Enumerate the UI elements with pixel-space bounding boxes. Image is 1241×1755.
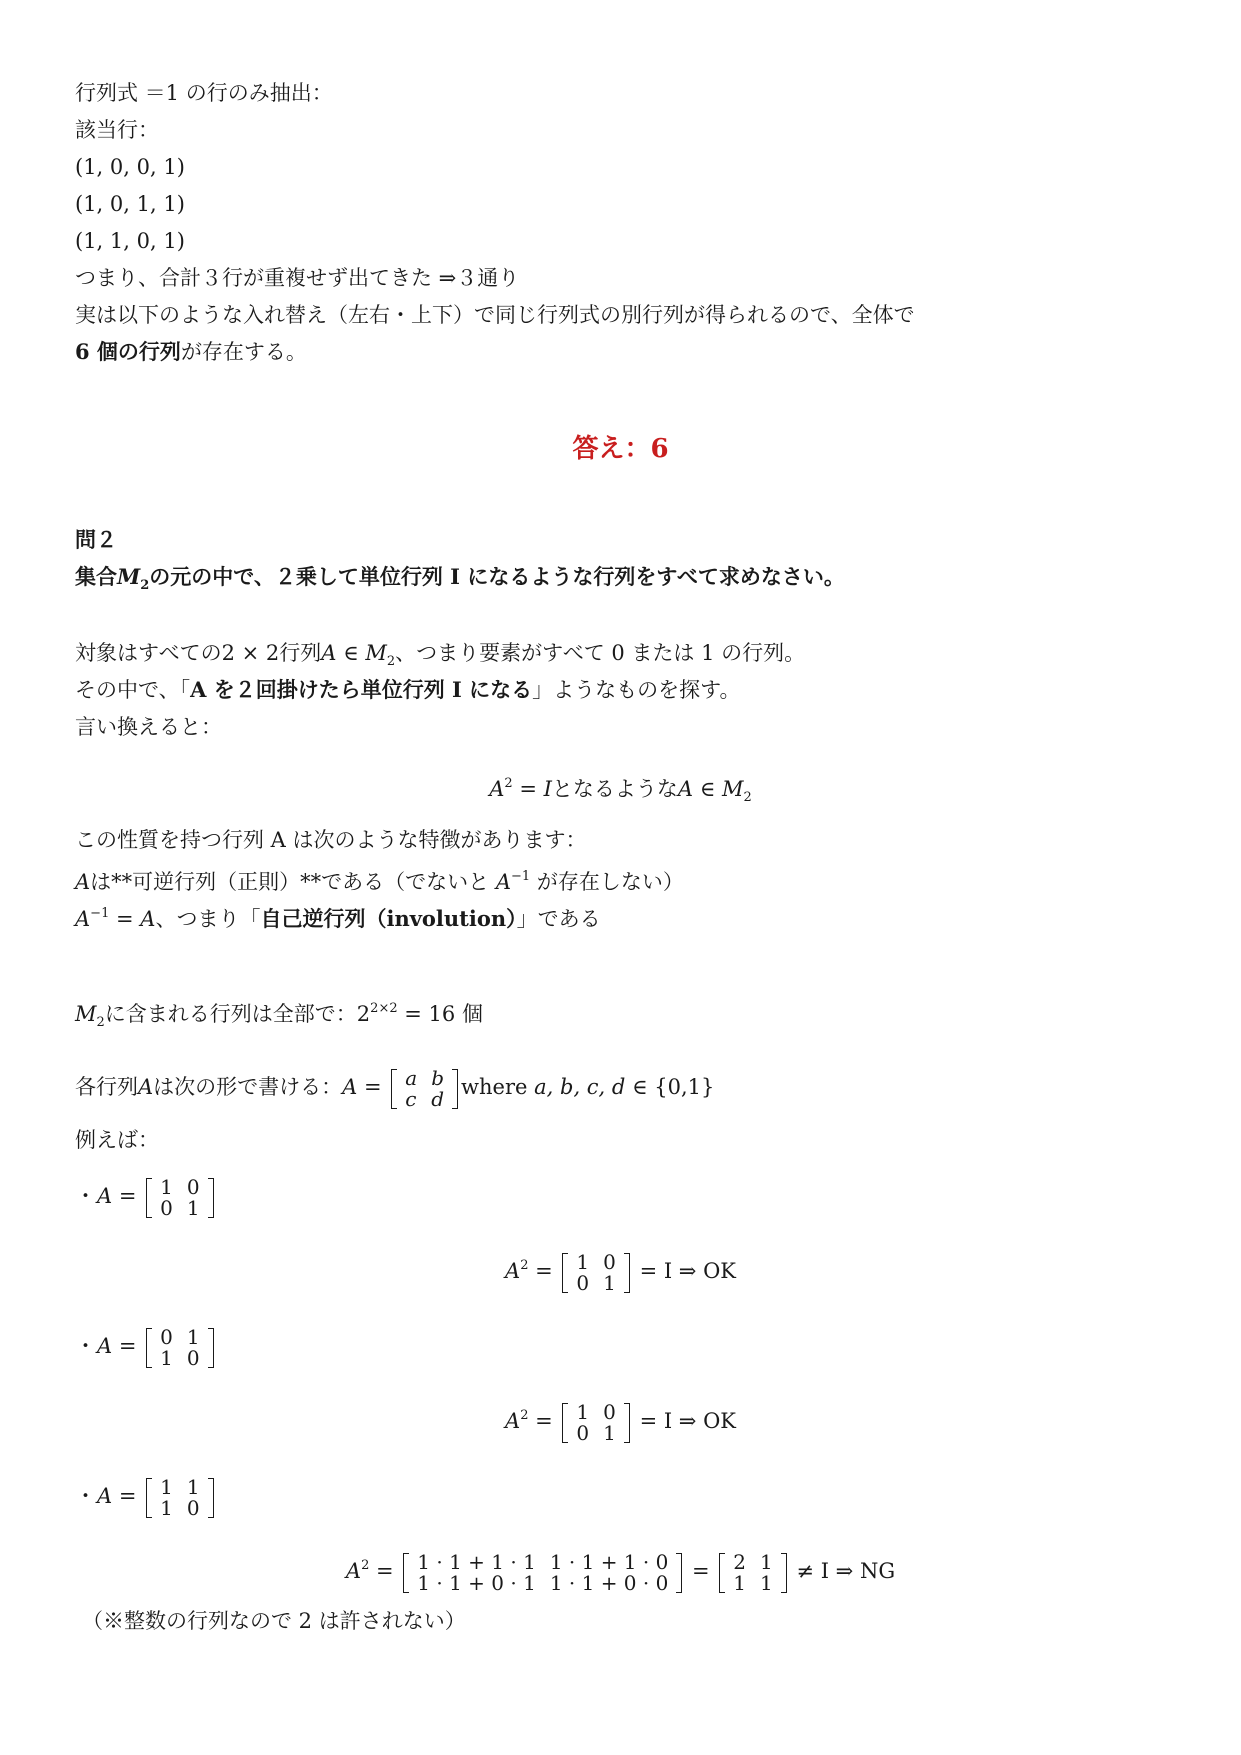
p2-rest: 」ようなものを探す。 bbox=[532, 678, 741, 702]
matrix-cell: 1 bbox=[160, 1495, 173, 1520]
note-rest: が存在する。 bbox=[180, 340, 307, 364]
p6-sup: −1 bbox=[90, 906, 110, 921]
bullet: ・ bbox=[75, 1184, 96, 1208]
p6-bold: 自己逆行列（involution） bbox=[260, 906, 517, 931]
matrix-cell: 1 bbox=[733, 1570, 747, 1595]
general-matrix bbox=[390, 1065, 459, 1111]
statement-b: の元の中で、２乗して単位行列 I になるような行列をすべて求めなさい。 bbox=[149, 564, 845, 589]
sq-sup: 2 bbox=[520, 1408, 529, 1423]
p1-A: A bbox=[321, 641, 337, 665]
eq1-sub: 2 bbox=[743, 790, 752, 805]
p1-text: 対象はすべての2 × 2行列 bbox=[75, 641, 322, 665]
eq1-eq: = bbox=[512, 777, 544, 801]
matrix-cell: 1 bbox=[160, 1174, 173, 1199]
p6-A: A bbox=[75, 907, 91, 931]
set-symbol: M bbox=[117, 564, 141, 589]
set-subscript: 2 bbox=[140, 578, 150, 593]
example-3-square bbox=[0, 1542, 1241, 1595]
p6-A2: A bbox=[140, 907, 156, 931]
paragraph-5 bbox=[75, 862, 684, 897]
example-3 bbox=[75, 1472, 217, 1520]
matrix-cell: 2 bbox=[733, 1549, 747, 1574]
matrix-cell: 1 bbox=[603, 1420, 616, 1445]
cell-b: b bbox=[431, 1065, 445, 1090]
sq-result: = I ⇒ OK bbox=[632, 1409, 736, 1433]
p8-set: ∈ {0,1} bbox=[625, 1075, 715, 1099]
p7-sup: 2×2 bbox=[370, 1001, 398, 1016]
matrix-cell: 1 · 1 + 1 · 0 bbox=[549, 1549, 669, 1574]
p5-text: は**可逆行列（正則）**である（でないと bbox=[90, 870, 496, 894]
sq-result: ≠ I ⇒ NG bbox=[789, 1559, 896, 1583]
p8-A: A bbox=[138, 1075, 154, 1099]
p2-text: その中で、「 bbox=[75, 678, 191, 702]
eq1-I: I bbox=[543, 777, 552, 801]
eq1-A2: A bbox=[677, 777, 694, 801]
note-line-2 bbox=[75, 337, 307, 367]
matrix-cell: 1 bbox=[576, 1249, 590, 1274]
paragraph-1 bbox=[75, 638, 805, 677]
example-3-result-matrix bbox=[718, 1549, 787, 1595]
matrix-cell: 1 · 1 + 0 · 0 bbox=[549, 1570, 669, 1595]
p7-M: M bbox=[75, 1002, 97, 1026]
matches-label: 該当行： bbox=[75, 118, 159, 142]
example-2-square bbox=[0, 1392, 1241, 1445]
eq1-sup: 2 bbox=[504, 776, 513, 791]
matrix-cell: 0 bbox=[186, 1345, 200, 1370]
sq-eq: = bbox=[528, 1259, 560, 1283]
statement-a: 集合 bbox=[75, 564, 117, 589]
p8-A2: A bbox=[342, 1075, 358, 1099]
matrix-cell: 0 bbox=[160, 1324, 173, 1349]
matrix-cell: 1 bbox=[186, 1324, 200, 1349]
p8-eq: = bbox=[357, 1075, 389, 1099]
matrix-cell: 1 bbox=[160, 1345, 173, 1370]
p8-vars: a, b, c, d bbox=[534, 1075, 626, 1099]
cell-d: d bbox=[431, 1086, 445, 1111]
p5-A: A bbox=[75, 870, 91, 894]
p1-M: M bbox=[365, 641, 387, 665]
example-1-square bbox=[0, 1242, 1241, 1295]
matrix-cell: 0 bbox=[186, 1495, 200, 1520]
matrix-cell: 0 bbox=[603, 1249, 616, 1274]
bullet: ・ bbox=[75, 1484, 96, 1508]
eq1-in: ∈ bbox=[693, 777, 722, 801]
cell-a: a bbox=[405, 1065, 418, 1090]
p7-text: に含まれる行列は全部で：2 bbox=[104, 1002, 371, 1026]
paragraph-9: 例えば： bbox=[75, 1128, 159, 1152]
eq1-A: A bbox=[489, 777, 505, 801]
p1-sub: 2 bbox=[386, 654, 396, 669]
note-line-1: 実は以下のような入れ替え（左右・上下）で同じ行列式の別行列が得られるので、全体で bbox=[75, 303, 915, 327]
summary-line: つまり、合計３行が重複せず出てきた ⇒３通り bbox=[75, 266, 520, 290]
p1-in: ∈ bbox=[336, 641, 366, 665]
example-2-matrix bbox=[145, 1324, 214, 1370]
matrix-cell: 1 bbox=[160, 1474, 173, 1499]
matrix-cell: 0 bbox=[160, 1195, 173, 1220]
matched-row-2: (1, 0, 1, 1) bbox=[75, 192, 185, 216]
note-bold: 6 個の行列 bbox=[75, 339, 181, 364]
sq-mid-eq: = bbox=[685, 1559, 717, 1583]
sq-eq: = bbox=[369, 1559, 401, 1583]
sq-sup: 2 bbox=[520, 1258, 529, 1273]
example-lhs: A = bbox=[97, 1484, 144, 1508]
matrix-cell: 0 bbox=[186, 1174, 200, 1199]
p8-where: where bbox=[461, 1075, 535, 1099]
matrix-cell: 0 bbox=[576, 1420, 590, 1445]
p5-end: が存在しない） bbox=[530, 870, 684, 894]
p6-end: 」である bbox=[516, 907, 601, 931]
p2-bold: A を２回掛けたら単位行列 I になる bbox=[190, 677, 533, 702]
example-1 bbox=[75, 1172, 217, 1220]
example-lhs: A = bbox=[97, 1334, 144, 1358]
p8-text: 各行列 bbox=[75, 1075, 138, 1099]
matrix-cell: 0 bbox=[576, 1270, 590, 1295]
sq-A: A bbox=[505, 1259, 521, 1283]
p5-sup: −1 bbox=[511, 869, 531, 884]
matrix-cell: 1 bbox=[760, 1570, 773, 1595]
matched-row-3: (1, 1, 0, 1) bbox=[75, 229, 185, 253]
example-3-matrix bbox=[145, 1474, 214, 1520]
matrix-cell: 1 bbox=[186, 1195, 200, 1220]
matrix-cell: 1 bbox=[603, 1270, 616, 1295]
eq1-text: となるような bbox=[551, 777, 678, 801]
sq-eq: = bbox=[528, 1409, 560, 1433]
sq-A: A bbox=[345, 1559, 362, 1583]
example-3-expansion-matrix bbox=[402, 1549, 683, 1595]
example-2-square-matrix bbox=[561, 1399, 630, 1445]
problem-statement bbox=[75, 562, 845, 601]
example-lhs: A = bbox=[97, 1184, 144, 1208]
paragraph-7 bbox=[75, 994, 483, 1038]
example-1-matrix bbox=[145, 1174, 214, 1220]
matrix-cell: 1 · 1 + 0 · 1 bbox=[417, 1570, 536, 1595]
paragraph-2 bbox=[75, 675, 740, 705]
p6-eq: = bbox=[109, 907, 141, 931]
p7-end: = 16 個 bbox=[397, 1002, 483, 1026]
p1-rest: 、つまり要素がすべて 0 または 1 の行列。 bbox=[395, 641, 806, 665]
matrix-cell: 1 · 1 + 1 · 1 bbox=[417, 1549, 536, 1574]
example-1-square-matrix bbox=[561, 1249, 630, 1295]
paragraph-8 bbox=[75, 1063, 714, 1111]
p7-sub: 2 bbox=[96, 1015, 105, 1030]
cell-c: c bbox=[405, 1086, 417, 1111]
sq-sup: 2 bbox=[361, 1558, 370, 1573]
example-2 bbox=[75, 1322, 217, 1370]
footnote: （※整数の行列なので 2 は許されない） bbox=[82, 1609, 466, 1633]
paragraph-4: この性質を持つ行列 A は次のような特徴があります： bbox=[75, 828, 587, 852]
intro-line: 行列式 ＝1 の行のみ抽出： bbox=[75, 81, 333, 105]
paragraph-6 bbox=[75, 899, 601, 934]
answer: 答え：6 bbox=[572, 434, 669, 464]
sq-result: = I ⇒ OK bbox=[632, 1259, 736, 1283]
problem-label: 問２ bbox=[75, 527, 117, 552]
matrix-cell: 1 bbox=[576, 1399, 590, 1424]
matrix-cell: 1 bbox=[186, 1474, 200, 1499]
equation-1 bbox=[0, 773, 1241, 805]
bullet: ・ bbox=[75, 1334, 96, 1358]
p6-text: 、つまり「 bbox=[155, 907, 261, 931]
p5-A2: A bbox=[495, 870, 512, 894]
matrix-cell: 1 bbox=[760, 1549, 773, 1574]
paragraph-3: 言い換えると： bbox=[75, 715, 222, 739]
sq-A: A bbox=[505, 1409, 521, 1433]
eq1-M: M bbox=[721, 777, 744, 801]
matched-row-1: (1, 0, 0, 1) bbox=[75, 155, 185, 179]
matrix-cell: 0 bbox=[603, 1399, 616, 1424]
p8-text2: は次の形で書ける： bbox=[153, 1075, 343, 1099]
